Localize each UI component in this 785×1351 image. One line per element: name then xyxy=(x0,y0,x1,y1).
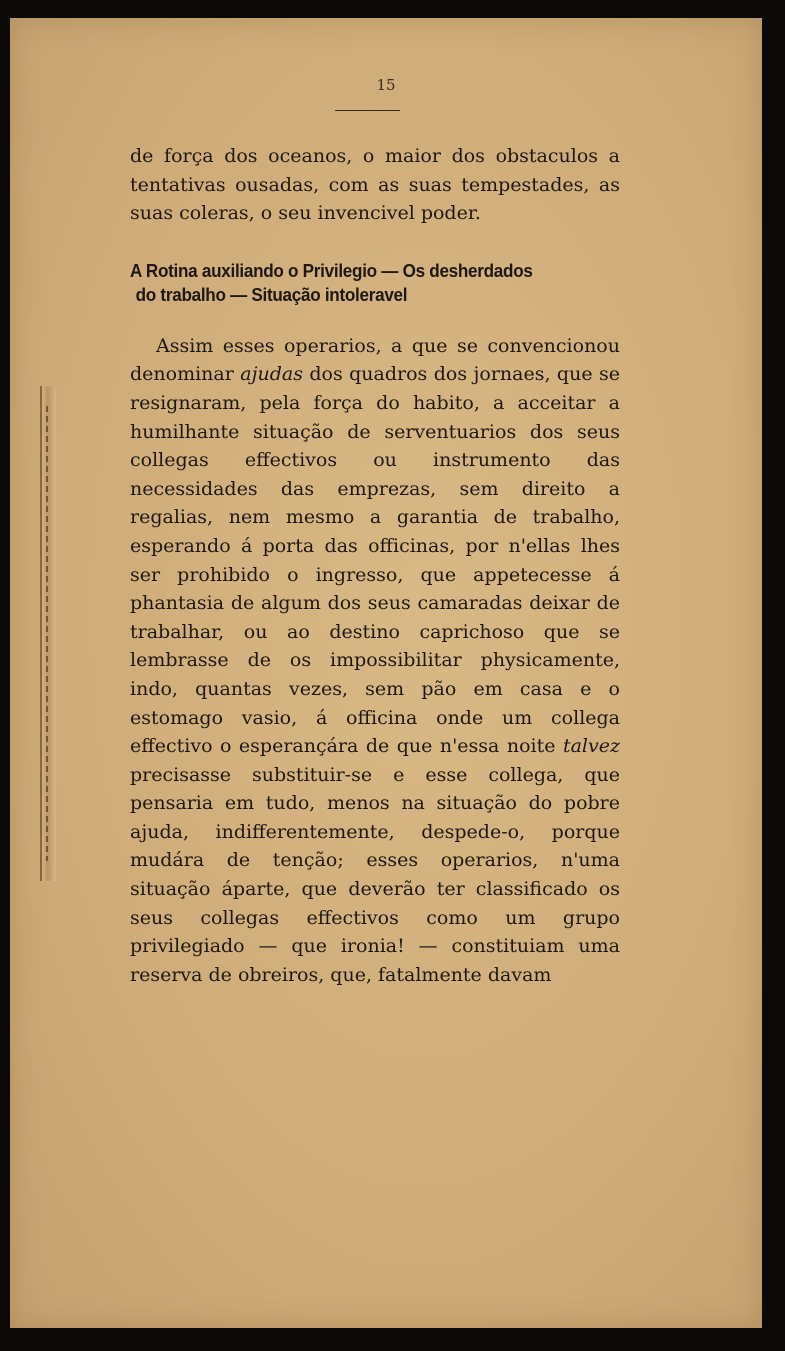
emphasis-ajudas: ajudas xyxy=(240,363,303,386)
page-body xyxy=(130,142,620,989)
section-heading xyxy=(130,259,619,307)
paragraph-main-text-2: dos quadros dos jornaes, que se resignaram, pela força do habito, a acceitar a humilhante situação de serventuarios dos seus collegas effectivos ou instrumento das necessidades das emprezas, sem direito a regalias, nem mesmo a garantia de trabalho, esperando á porta das officinas, por n'ellas lhes ser prohibido o ingresso, que appetecesse á phantasia de algum dos seus camaradas deixar de trabalhar, ou ao destino caprichoso que se lembrasse de os impossibilitar physicamente, indo, quantas vezes, sem pão em casa e o estomago vasio, á officina onde um collega effectivo o esperançára de que n'essa noite xyxy=(130,363,620,758)
binding-thread-edge xyxy=(40,386,56,881)
paragraph-main-text-1: Assim esses operarios, a que se convencionou denominar xyxy=(130,334,620,386)
paragraph-main-text-3: precisasse substituir-se e esse collega, que pensaria em tudo, menos na situação do pobre ajuda, indifferentemente, despede-o, porque mudára de tenção; esses operarios, n'uma situação áparte, que deverão ter classificado os seus collegas effectivos como um grupo privilegiado — que ironia! — constituiam uma reserva de obreiros, que, fatalmente davam xyxy=(130,763,620,986)
section-heading-line-2: do trabalho — Situação intoleravel xyxy=(135,284,408,305)
page-number-rule xyxy=(335,110,400,111)
emphasis-talvez: talvez xyxy=(562,735,620,758)
paragraph-continuation: de força dos oceanos, o maior dos obstaculos a tentativas ousadas, com as suas tempestades, as suas coleras, o seu invencivel poder. xyxy=(130,145,620,225)
book-page xyxy=(10,18,762,1328)
paragraph-main xyxy=(130,332,620,990)
section-heading-line-1: A Rotina auxiliando o Privilegio — Os desherdados xyxy=(130,260,533,281)
page-number: 15 xyxy=(376,76,396,94)
